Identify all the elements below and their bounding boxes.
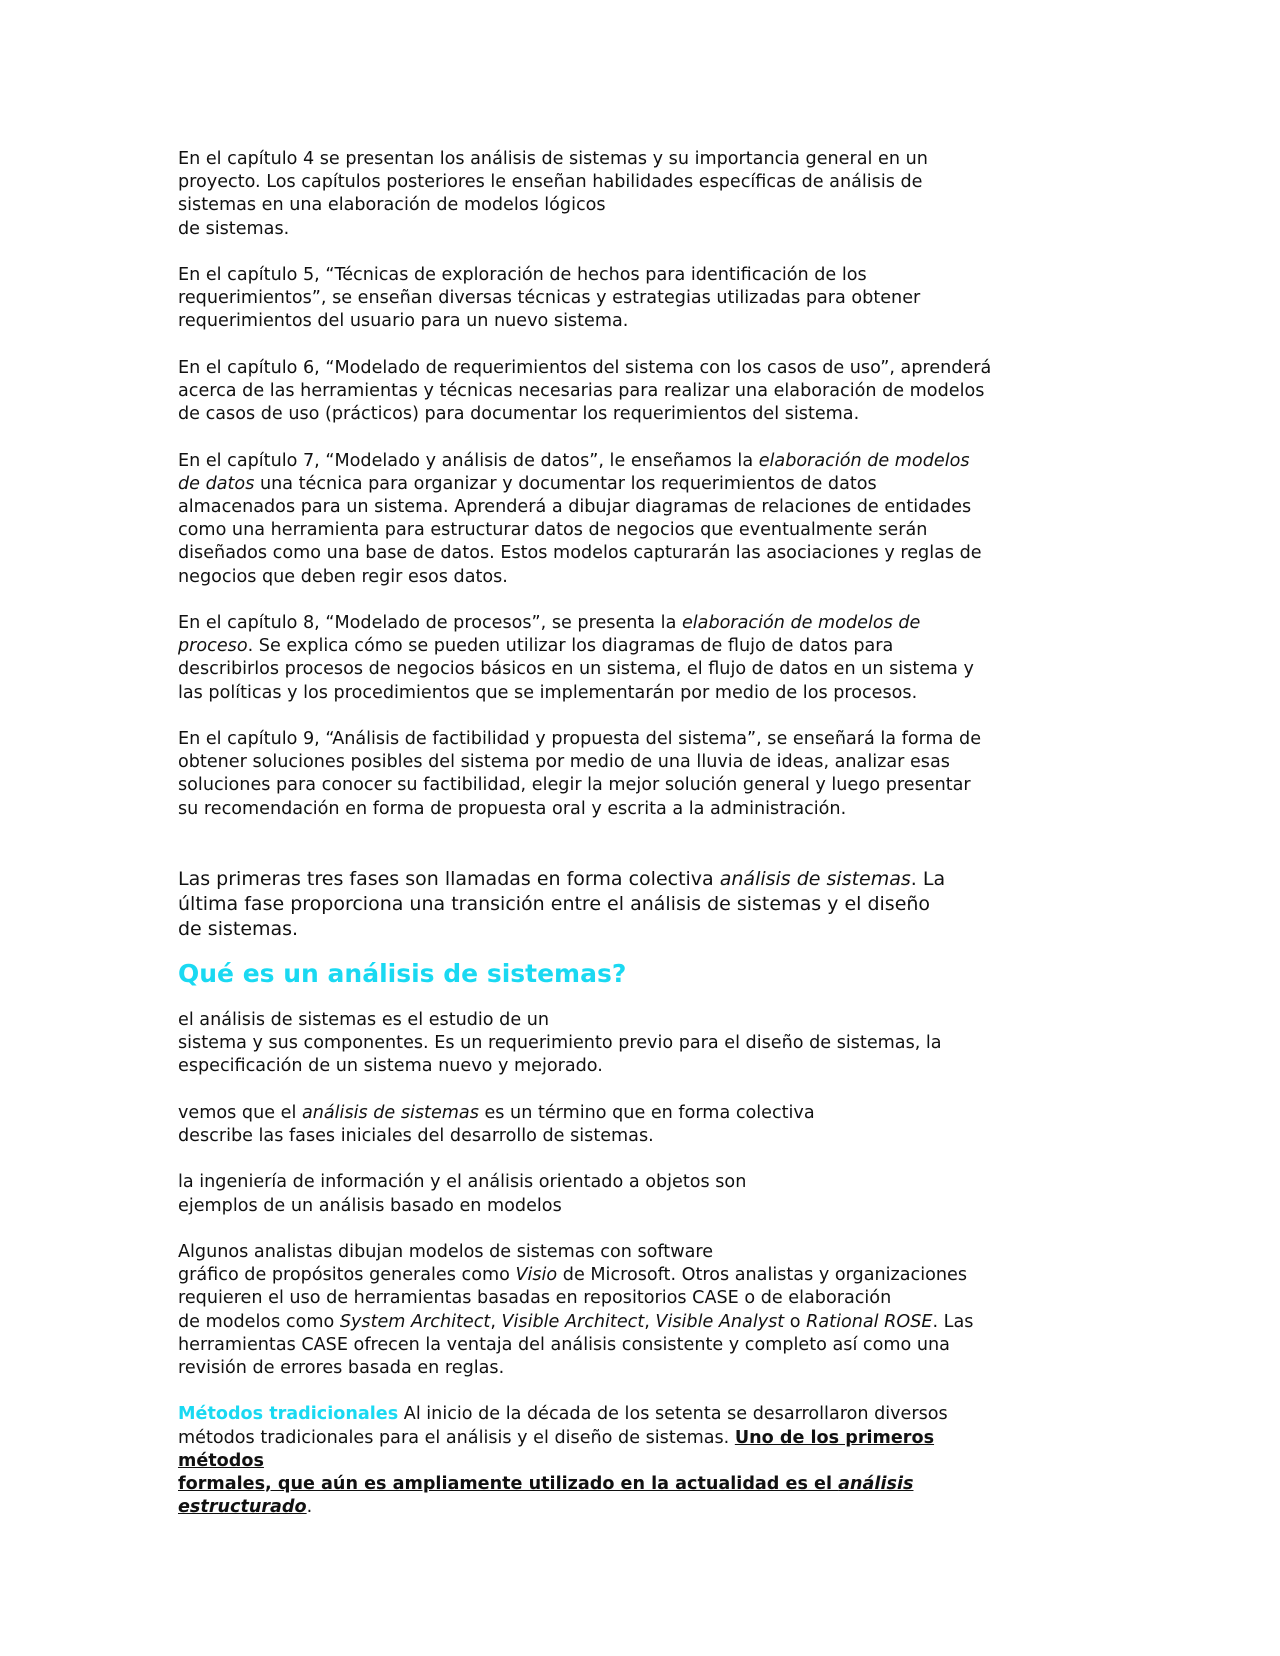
- italic-term: de datos: [178, 473, 255, 494]
- text-run: de modelos como: [178, 1311, 340, 1332]
- text-run: Al inicio de la década de los setenta se desarrollaron diversos: [398, 1404, 948, 1425]
- emphasis-italic-term: estructurado: [178, 1497, 307, 1518]
- text-run: una técnica para organizar y documentar los requerimientos de datos: [254, 473, 877, 494]
- text-line: última fase proporciona una transición entre el análisis de sistemas y el diseño: [178, 893, 931, 916]
- italic-term: Rational ROSE: [806, 1311, 933, 1332]
- text-run: Las primeras tres fases son llamadas en forma colectiva: [178, 868, 720, 891]
- text-line: requerimientos del usuario para un nuevo sistema.: [178, 311, 629, 332]
- text-run: . Las: [932, 1311, 974, 1332]
- text-line: sistema y sus componentes. Es un requerimiento previo para el diseño de sistemas, la: [178, 1033, 942, 1054]
- text-line: [178, 1403, 1108, 1426]
- text-line: como una herramienta para estructurar datos de negocios que eventualmente serán: [178, 520, 928, 541]
- text-line: diseñados como una base de datos. Estos modelos capturarán las asociaciones y reglas de: [178, 543, 982, 564]
- text-line: describe las fases iniciales del desarrollo de sistemas.: [178, 1125, 654, 1146]
- paragraph-chapter-7: [178, 450, 1108, 589]
- text-line: [178, 1264, 1108, 1287]
- text-line: ejemplos de un análisis basado en modelos: [178, 1195, 562, 1216]
- text-line: acerca de las herramientas y técnicas necesarias para realizar una elaboración de modelos: [178, 381, 985, 401]
- paragraph-model-based: [178, 1171, 1108, 1217]
- text-line: [178, 1427, 1108, 1450]
- text-line: almacenados para un sistema. Aprenderá a dibujar diagramas de relaciones de entidades: [178, 497, 972, 517]
- emphasis-text: métodos: [178, 1450, 264, 1471]
- text-line: Algunos analistas dibujan modelos de sistemas con software: [178, 1241, 714, 1262]
- text-line: [178, 867, 1108, 892]
- text-line: En el capítulo 5, “Técnicas de exploración de hechos para identificación de los: [178, 265, 867, 285]
- paragraph-chapter-9: [178, 728, 1108, 821]
- text-run: ,: [644, 1311, 656, 1332]
- paragraph-traditional-methods: [178, 1403, 1108, 1519]
- text-line: En el capítulo 6, “Modelado de requerimientos del sistema con los casos de uso”, aprenderá: [178, 357, 992, 378]
- text-line: [178, 450, 1108, 473]
- text-line: En el capítulo 4 se presentan los análisis de sistemas y su importancia general en un: [178, 149, 928, 169]
- emphasis-italic-term: análisis: [838, 1473, 914, 1494]
- paragraph-chapter-5: [178, 264, 1108, 334]
- italic-term: System Architect: [339, 1311, 491, 1332]
- text-line: requerimientos”, se enseñan diversas técnicas y estrategias utilizadas para obtener: [178, 288, 921, 309]
- text-line: [178, 1102, 1108, 1125]
- text-line: revisión de errores basada en reglas.: [178, 1357, 505, 1378]
- text-run: . La: [910, 868, 946, 891]
- text-line: la ingeniería de información y el análisis orientado a objetos son: [178, 1172, 747, 1193]
- paragraph-chapter-8: [178, 612, 1108, 705]
- italic-term: Visible Analyst: [655, 1311, 785, 1332]
- text-line: su recomendación en forma de propuesta oral y escrita a la administración.: [178, 798, 847, 819]
- italic-term: Visible Architect: [501, 1311, 645, 1332]
- text-line: requieren el uso de herramientas basadas en repositorios CASE o de elaboración: [178, 1288, 892, 1309]
- text-run: gráfico de propósitos generales como: [178, 1265, 516, 1286]
- text-run: En el capítulo 7, “Modelado y análisis de datos”, le enseñamos la: [178, 450, 759, 471]
- paragraph-case-tools: [178, 1241, 1108, 1380]
- text-line: sistemas en una elaboración de modelos lógicos: [178, 195, 606, 216]
- emphasis-text: formales, que aún es ampliamente utilizado en la actualidad es el: [178, 1473, 839, 1494]
- text-line: proyecto. Los capítulos posteriores le enseñan habilidades específicas de análisis de: [178, 172, 923, 193]
- text-line: el análisis de sistemas es el estudio de un: [178, 1009, 550, 1030]
- text-line: [178, 1450, 1108, 1473]
- document-body: [178, 148, 1108, 1519]
- text-line: describirlos procesos de negocios básicos en un sistema, el flujo de datos en un sistema y: [178, 659, 974, 680]
- italic-term: análisis de sistemas: [719, 868, 911, 891]
- text-line: [178, 1473, 1108, 1496]
- italic-term: Visio: [515, 1265, 558, 1286]
- text-line: [178, 635, 1108, 658]
- text-line: soluciones para conocer su factibilidad, elegir la mejor solución general y luego presentar: [178, 775, 971, 796]
- text-line: especificación de un sistema nuevo y mejorado.: [178, 1056, 603, 1077]
- text-line: [178, 612, 1108, 635]
- text-run: . Se explica cómo se pueden utilizar los diagramas de flujo de datos para: [247, 636, 894, 657]
- italic-term: elaboración de modelos de: [681, 613, 921, 633]
- section-heading: Qué es un análisis de sistemas?: [178, 959, 627, 989]
- emphasis-text: Uno de los primeros: [734, 1427, 935, 1448]
- paragraph-collective-term: [178, 1102, 1108, 1148]
- text-run: vemos que el: [178, 1102, 302, 1123]
- subheading-traditional-methods: Métodos tradicionales: [178, 1404, 399, 1425]
- text-line: de sistemas.: [178, 918, 299, 941]
- text-line: obtener soluciones posibles del sistema por medio de una lluvia de ideas, analizar esas: [178, 752, 950, 773]
- text-line: [178, 473, 1108, 496]
- text-line: [178, 1311, 1108, 1334]
- text-run: En el capítulo 8, “Modelado de procesos”, se presenta la: [178, 613, 682, 633]
- text-line: En el capítulo 9, “Análisis de factibilidad y propuesta del sistema”, se enseñará la forma de: [178, 729, 982, 749]
- text-line: negocios que deben regir esos datos.: [178, 566, 508, 587]
- text-line: de sistemas.: [178, 218, 290, 239]
- paragraph-chapter-4: [178, 148, 1108, 241]
- paragraph-chapter-6: [178, 357, 1108, 427]
- text-run: .: [306, 1497, 313, 1518]
- text-line: [178, 1496, 1108, 1519]
- text-line: herramientas CASE ofrecen la ventaja del análisis consistente y completo así como una: [178, 1334, 950, 1355]
- paragraph-definition: [178, 1009, 1108, 1079]
- text-run: de Microsoft. Otros analistas y organizaciones: [557, 1265, 968, 1286]
- paragraph-phases: [178, 867, 1108, 942]
- text-line: de casos de uso (prácticos) para documentar los requerimientos del sistema.: [178, 404, 860, 425]
- italic-term: proceso: [178, 636, 248, 657]
- italic-term: elaboración de modelos: [758, 450, 970, 471]
- italic-term: análisis de sistemas: [301, 1102, 479, 1123]
- text-run: es un término que en forma colectiva: [478, 1102, 815, 1123]
- text-run: ,: [490, 1311, 502, 1332]
- text-line: las políticas y los procedimientos que se implementarán por medio de los procesos.: [178, 682, 918, 703]
- text-run: o: [784, 1311, 807, 1332]
- text-run: métodos tradicionales para el análisis y el diseño de sistemas.: [178, 1427, 735, 1448]
